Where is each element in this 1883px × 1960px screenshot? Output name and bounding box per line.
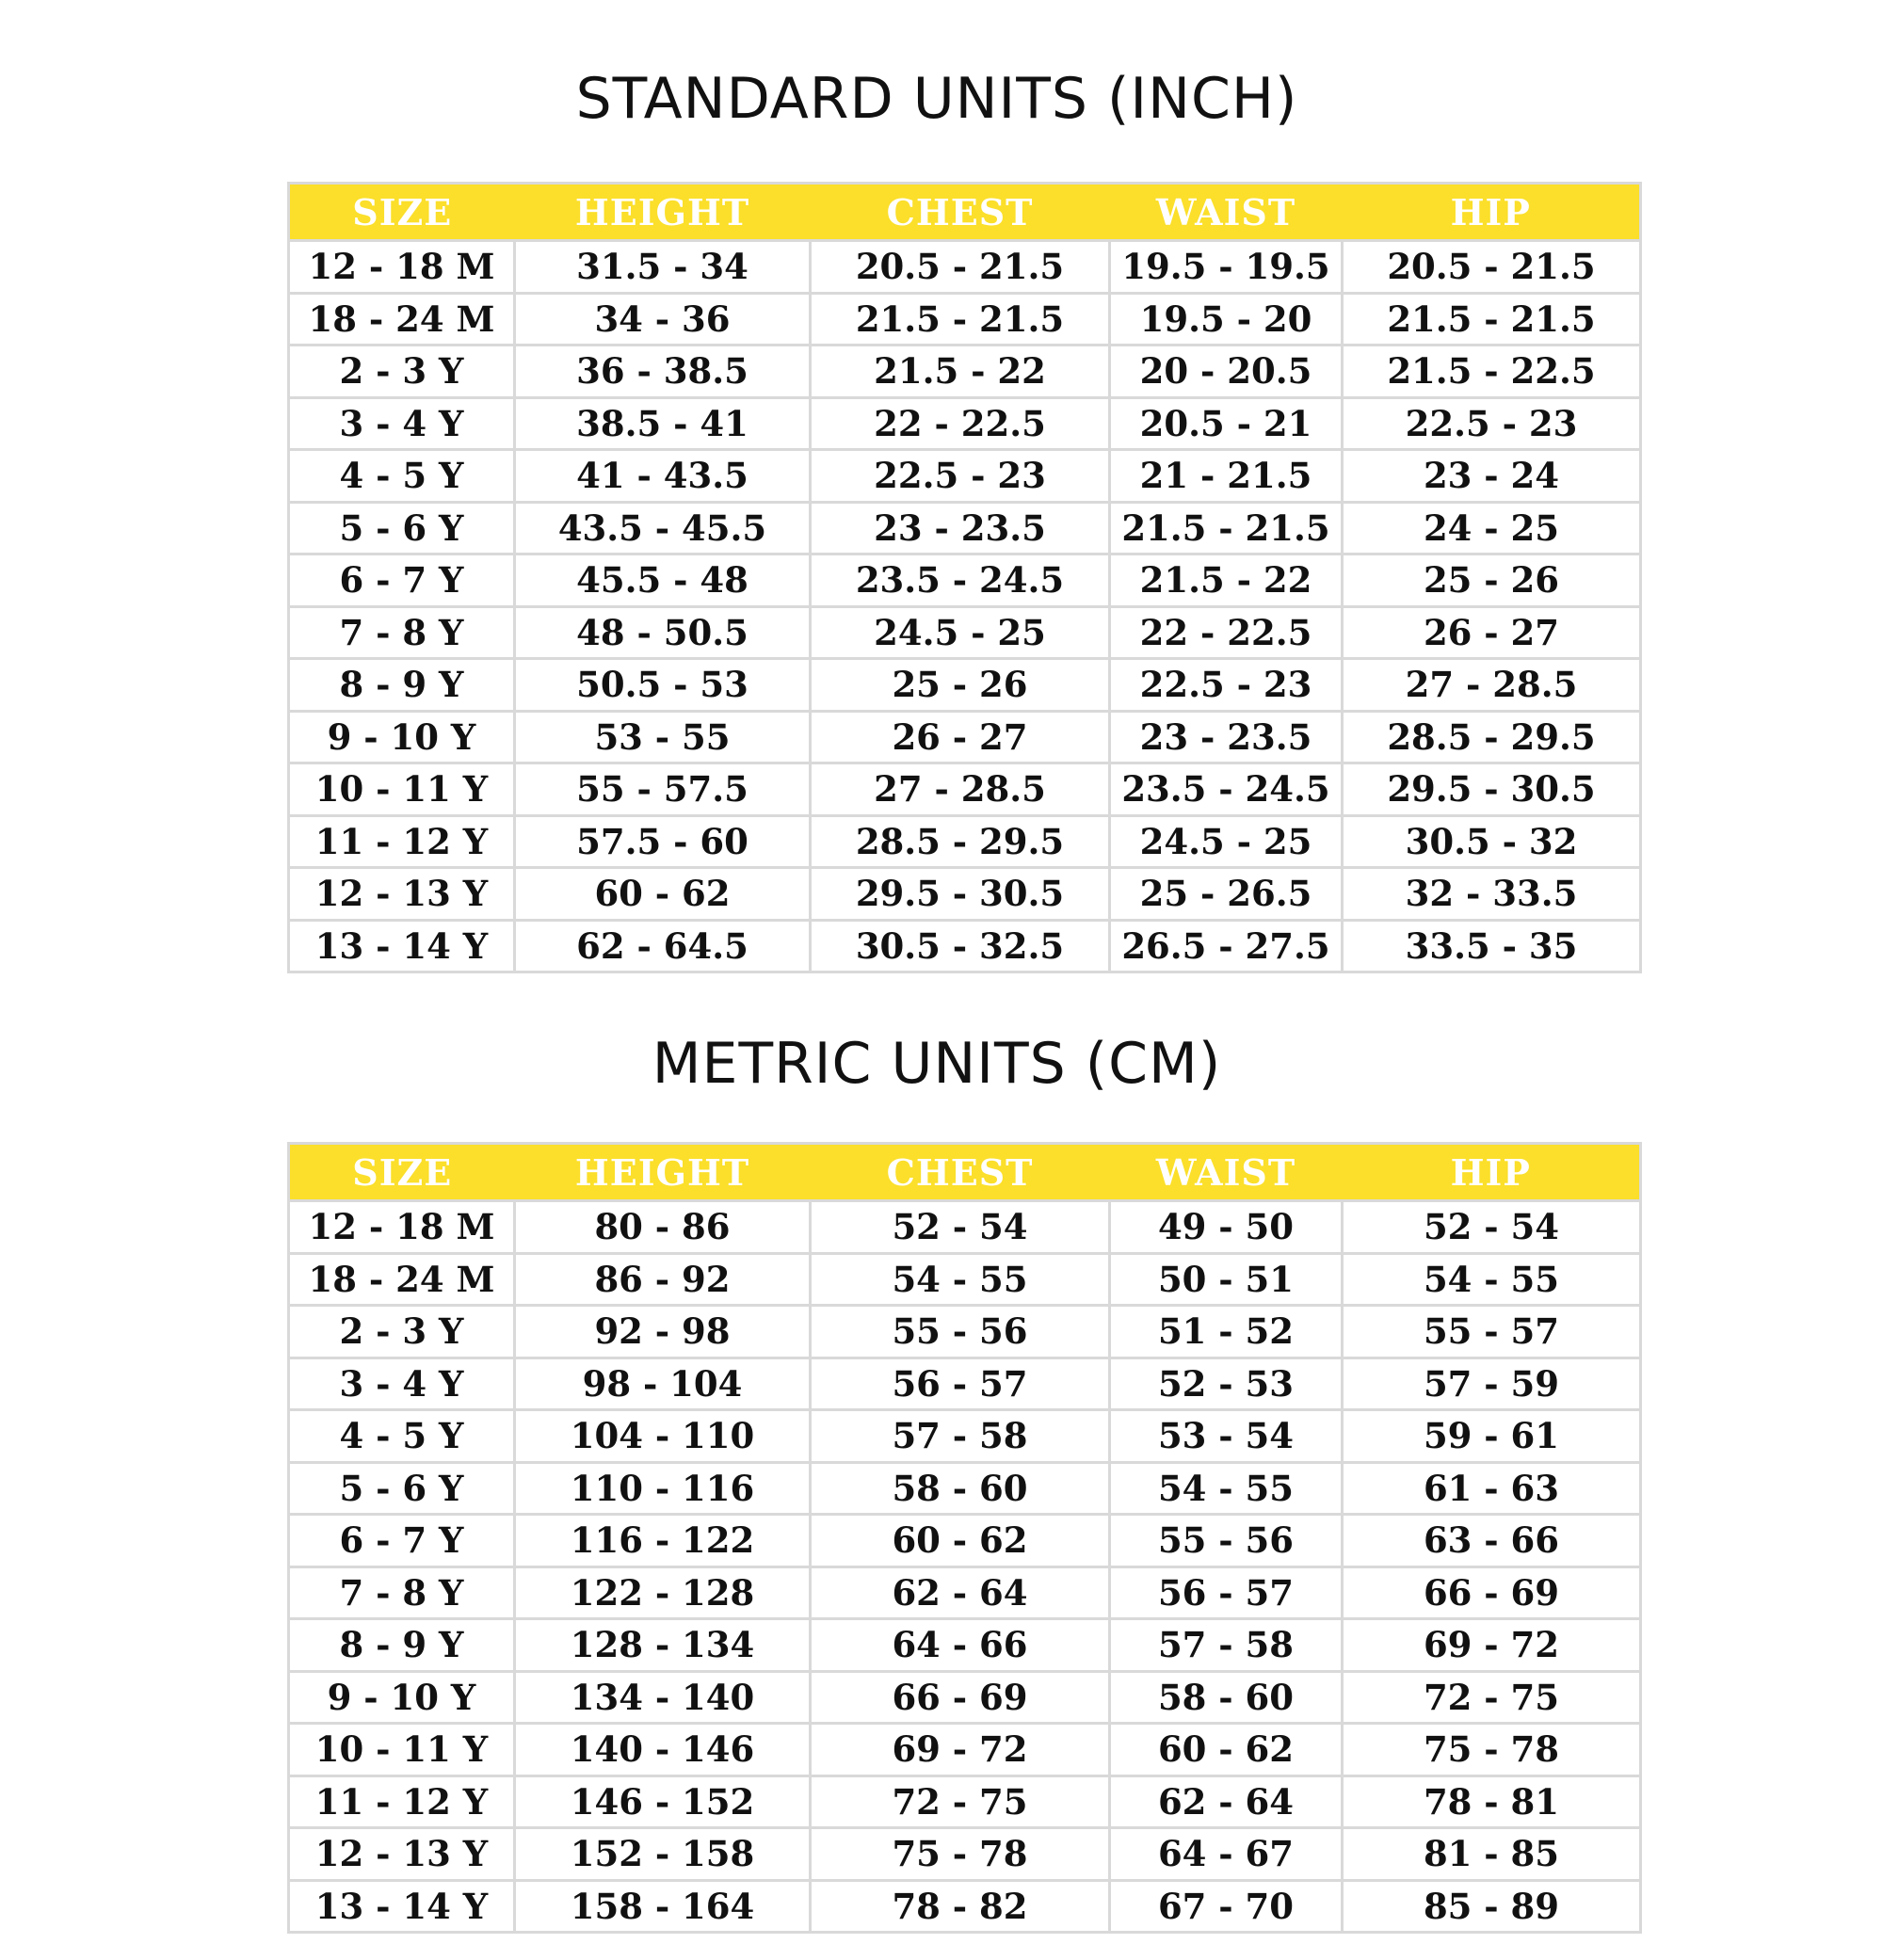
cell-hip: 25 - 26 xyxy=(1343,554,1641,607)
table-row xyxy=(289,1515,1641,1567)
header-waist: WAIST xyxy=(1110,1144,1343,1201)
cell-hip: 78 - 81 xyxy=(1343,1775,1641,1828)
cell-chest: 26 - 27 xyxy=(811,711,1110,763)
cell-waist: 20 - 20.5 xyxy=(1110,345,1343,398)
header-chest: CHEST xyxy=(811,184,1110,241)
cell-chest: 78 - 82 xyxy=(811,1880,1110,1933)
cell-chest: 23 - 23.5 xyxy=(811,502,1110,554)
cell-chest: 21.5 - 21.5 xyxy=(811,293,1110,345)
cell-waist: 22 - 22.5 xyxy=(1110,606,1343,659)
table-row xyxy=(289,1671,1641,1724)
cell-height: 34 - 36 xyxy=(515,293,811,345)
cell-hip: 23 - 24 xyxy=(1343,450,1641,503)
cell-chest: 66 - 69 xyxy=(811,1671,1110,1724)
cell-size: 12 - 18 M xyxy=(289,1201,515,1254)
cell-height: 158 - 164 xyxy=(515,1880,811,1933)
table-row xyxy=(289,815,1641,868)
cell-waist: 23 - 23.5 xyxy=(1110,711,1343,763)
cell-hip: 32 - 33.5 xyxy=(1343,868,1641,921)
cell-hip: 55 - 57 xyxy=(1343,1306,1641,1358)
cell-height: 116 - 122 xyxy=(515,1515,811,1567)
cell-chest: 58 - 60 xyxy=(811,1462,1110,1515)
cell-hip: 52 - 54 xyxy=(1343,1201,1641,1254)
cell-chest: 69 - 72 xyxy=(811,1724,1110,1776)
table-header-row xyxy=(289,1144,1641,1201)
cell-height: 38.5 - 41 xyxy=(515,397,811,450)
cell-height: 122 - 128 xyxy=(515,1566,811,1619)
cell-waist: 58 - 60 xyxy=(1110,1671,1343,1724)
cell-hip: 22.5 - 23 xyxy=(1343,397,1641,450)
cell-chest: 28.5 - 29.5 xyxy=(811,815,1110,868)
cell-hip: 24 - 25 xyxy=(1343,502,1641,554)
cell-size: 8 - 9 Y xyxy=(289,1619,515,1672)
cell-height: 60 - 62 xyxy=(515,868,811,921)
table-row xyxy=(289,502,1641,554)
table-row xyxy=(289,659,1641,712)
table-row xyxy=(289,606,1641,659)
cell-hip: 20.5 - 21.5 xyxy=(1343,241,1641,294)
cell-waist: 49 - 50 xyxy=(1110,1201,1343,1254)
cell-size: 6 - 7 Y xyxy=(289,554,515,607)
standard-units-title: STANDARD UNITS (INCH) xyxy=(575,66,1298,132)
cell-waist: 64 - 67 xyxy=(1110,1828,1343,1881)
cell-hip: 28.5 - 29.5 xyxy=(1343,711,1641,763)
cell-chest: 20.5 - 21.5 xyxy=(811,241,1110,294)
cell-hip: 33.5 - 35 xyxy=(1343,920,1641,972)
table-row xyxy=(289,1566,1641,1619)
cell-waist: 51 - 52 xyxy=(1110,1306,1343,1358)
cell-waist: 26.5 - 27.5 xyxy=(1110,920,1343,972)
cell-waist: 52 - 53 xyxy=(1110,1358,1343,1410)
cell-height: 92 - 98 xyxy=(515,1306,811,1358)
cell-hip: 21.5 - 21.5 xyxy=(1343,293,1641,345)
table-row xyxy=(289,1775,1641,1828)
cell-hip: 30.5 - 32 xyxy=(1343,815,1641,868)
cell-size: 10 - 11 Y xyxy=(289,1724,515,1776)
cell-height: 146 - 152 xyxy=(515,1775,811,1828)
cell-height: 50.5 - 53 xyxy=(515,659,811,712)
cell-waist: 67 - 70 xyxy=(1110,1880,1343,1933)
cell-hip: 75 - 78 xyxy=(1343,1724,1641,1776)
table-row xyxy=(289,1253,1641,1306)
cell-waist: 25 - 26.5 xyxy=(1110,868,1343,921)
cell-chest: 22.5 - 23 xyxy=(811,450,1110,503)
cell-height: 80 - 86 xyxy=(515,1201,811,1254)
header-chest: CHEST xyxy=(811,1144,1110,1201)
cell-waist: 54 - 55 xyxy=(1110,1462,1343,1515)
cell-hip: 59 - 61 xyxy=(1343,1410,1641,1463)
cell-size: 13 - 14 Y xyxy=(289,1880,515,1933)
cell-height: 57.5 - 60 xyxy=(515,815,811,868)
cell-chest: 60 - 62 xyxy=(811,1515,1110,1567)
cell-hip: 27 - 28.5 xyxy=(1343,659,1641,712)
cell-height: 98 - 104 xyxy=(515,1358,811,1410)
cell-hip: 72 - 75 xyxy=(1343,1671,1641,1724)
cell-size: 11 - 12 Y xyxy=(289,1775,515,1828)
cell-height: 134 - 140 xyxy=(515,1671,811,1724)
cell-height: 62 - 64.5 xyxy=(515,920,811,972)
cell-waist: 55 - 56 xyxy=(1110,1515,1343,1567)
cell-chest: 56 - 57 xyxy=(811,1358,1110,1410)
cell-height: 55 - 57.5 xyxy=(515,763,811,816)
cell-height: 86 - 92 xyxy=(515,1253,811,1306)
cell-height: 41 - 43.5 xyxy=(515,450,811,503)
metric-size-table xyxy=(287,1142,1642,1934)
cell-size: 7 - 8 Y xyxy=(289,606,515,659)
cell-waist: 60 - 62 xyxy=(1110,1724,1343,1776)
cell-height: 128 - 134 xyxy=(515,1619,811,1672)
cell-size: 5 - 6 Y xyxy=(289,1462,515,1515)
cell-chest: 54 - 55 xyxy=(811,1253,1110,1306)
table-row xyxy=(289,868,1641,921)
cell-size: 8 - 9 Y xyxy=(289,659,515,712)
table-row xyxy=(289,1619,1641,1672)
cell-size: 12 - 18 M xyxy=(289,241,515,294)
cell-chest: 27 - 28.5 xyxy=(811,763,1110,816)
table-row xyxy=(289,1410,1641,1463)
cell-size: 12 - 13 Y xyxy=(289,1828,515,1881)
cell-waist: 22.5 - 23 xyxy=(1110,659,1343,712)
cell-hip: 21.5 - 22.5 xyxy=(1343,345,1641,398)
table-row xyxy=(289,763,1641,816)
header-height: HEIGHT xyxy=(515,184,811,241)
cell-chest: 55 - 56 xyxy=(811,1306,1110,1358)
cell-hip: 66 - 69 xyxy=(1343,1566,1641,1619)
cell-size: 2 - 3 Y xyxy=(289,1306,515,1358)
header-size: SIZE xyxy=(289,184,515,241)
cell-size: 7 - 8 Y xyxy=(289,1566,515,1619)
cell-size: 10 - 11 Y xyxy=(289,763,515,816)
table-row xyxy=(289,397,1641,450)
cell-chest: 62 - 64 xyxy=(811,1566,1110,1619)
cell-height: 45.5 - 48 xyxy=(515,554,811,607)
cell-size: 6 - 7 Y xyxy=(289,1515,515,1567)
cell-height: 152 - 158 xyxy=(515,1828,811,1881)
cell-height: 110 - 116 xyxy=(515,1462,811,1515)
cell-size: 13 - 14 Y xyxy=(289,920,515,972)
cell-waist: 19.5 - 20 xyxy=(1110,293,1343,345)
cell-size: 3 - 4 Y xyxy=(289,1358,515,1410)
cell-waist: 20.5 - 21 xyxy=(1110,397,1343,450)
standard-table-body xyxy=(289,241,1641,972)
cell-waist: 21 - 21.5 xyxy=(1110,450,1343,503)
cell-hip: 61 - 63 xyxy=(1343,1462,1641,1515)
header-hip: HIP xyxy=(1343,184,1641,241)
cell-waist: 53 - 54 xyxy=(1110,1410,1343,1463)
cell-size: 11 - 12 Y xyxy=(289,815,515,868)
cell-chest: 72 - 75 xyxy=(811,1775,1110,1828)
metric-units-title: METRIC UNITS (CM) xyxy=(652,1031,1222,1097)
cell-height: 31.5 - 34 xyxy=(515,241,811,294)
cell-size: 4 - 5 Y xyxy=(289,450,515,503)
table-row xyxy=(289,241,1641,294)
table-row xyxy=(289,1880,1641,1933)
table-row xyxy=(289,450,1641,503)
header-waist: WAIST xyxy=(1110,184,1343,241)
header-height: HEIGHT xyxy=(515,1144,811,1201)
cell-size: 12 - 13 Y xyxy=(289,868,515,921)
cell-chest: 75 - 78 xyxy=(811,1828,1110,1881)
table-row xyxy=(289,1358,1641,1410)
cell-hip: 69 - 72 xyxy=(1343,1619,1641,1672)
cell-chest: 23.5 - 24.5 xyxy=(811,554,1110,607)
cell-height: 43.5 - 45.5 xyxy=(515,502,811,554)
cell-waist: 21.5 - 21.5 xyxy=(1110,502,1343,554)
cell-size: 5 - 6 Y xyxy=(289,502,515,554)
cell-chest: 25 - 26 xyxy=(811,659,1110,712)
table-header-row xyxy=(289,184,1641,241)
header-hip: HIP xyxy=(1343,1144,1641,1201)
cell-size: 18 - 24 M xyxy=(289,1253,515,1306)
cell-hip: 81 - 85 xyxy=(1343,1828,1641,1881)
cell-waist: 24.5 - 25 xyxy=(1110,815,1343,868)
cell-size: 3 - 4 Y xyxy=(289,397,515,450)
cell-hip: 29.5 - 30.5 xyxy=(1343,763,1641,816)
cell-waist: 23.5 - 24.5 xyxy=(1110,763,1343,816)
cell-chest: 57 - 58 xyxy=(811,1410,1110,1463)
table-row xyxy=(289,1724,1641,1776)
cell-waist: 62 - 64 xyxy=(1110,1775,1343,1828)
cell-size: 9 - 10 Y xyxy=(289,711,515,763)
cell-chest: 64 - 66 xyxy=(811,1619,1110,1672)
cell-chest: 21.5 - 22 xyxy=(811,345,1110,398)
cell-height: 48 - 50.5 xyxy=(515,606,811,659)
table-row xyxy=(289,554,1641,607)
cell-hip: 57 - 59 xyxy=(1343,1358,1641,1410)
cell-chest: 52 - 54 xyxy=(811,1201,1110,1254)
cell-chest: 30.5 - 32.5 xyxy=(811,920,1110,972)
standard-size-table xyxy=(287,182,1642,973)
header-size: SIZE xyxy=(289,1144,515,1201)
cell-waist: 57 - 58 xyxy=(1110,1619,1343,1672)
cell-hip: 63 - 66 xyxy=(1343,1515,1641,1567)
cell-height: 53 - 55 xyxy=(515,711,811,763)
cell-hip: 85 - 89 xyxy=(1343,1880,1641,1933)
cell-hip: 54 - 55 xyxy=(1343,1253,1641,1306)
cell-size: 9 - 10 Y xyxy=(289,1671,515,1724)
cell-waist: 50 - 51 xyxy=(1110,1253,1343,1306)
metric-table-body xyxy=(289,1201,1641,1933)
table-row xyxy=(289,711,1641,763)
table-row xyxy=(289,920,1641,972)
table-row xyxy=(289,1828,1641,1881)
cell-waist: 19.5 - 19.5 xyxy=(1110,241,1343,294)
cell-size: 2 - 3 Y xyxy=(289,345,515,398)
table-row xyxy=(289,293,1641,345)
table-row xyxy=(289,345,1641,398)
cell-chest: 29.5 - 30.5 xyxy=(811,868,1110,921)
cell-hip: 26 - 27 xyxy=(1343,606,1641,659)
cell-chest: 24.5 - 25 xyxy=(811,606,1110,659)
table-row xyxy=(289,1462,1641,1515)
cell-size: 4 - 5 Y xyxy=(289,1410,515,1463)
table-row xyxy=(289,1306,1641,1358)
cell-height: 104 - 110 xyxy=(515,1410,811,1463)
table-row xyxy=(289,1201,1641,1254)
cell-height: 140 - 146 xyxy=(515,1724,811,1776)
cell-waist: 56 - 57 xyxy=(1110,1566,1343,1619)
cell-height: 36 - 38.5 xyxy=(515,345,811,398)
cell-chest: 22 - 22.5 xyxy=(811,397,1110,450)
cell-size: 18 - 24 M xyxy=(289,293,515,345)
cell-waist: 21.5 - 22 xyxy=(1110,554,1343,607)
